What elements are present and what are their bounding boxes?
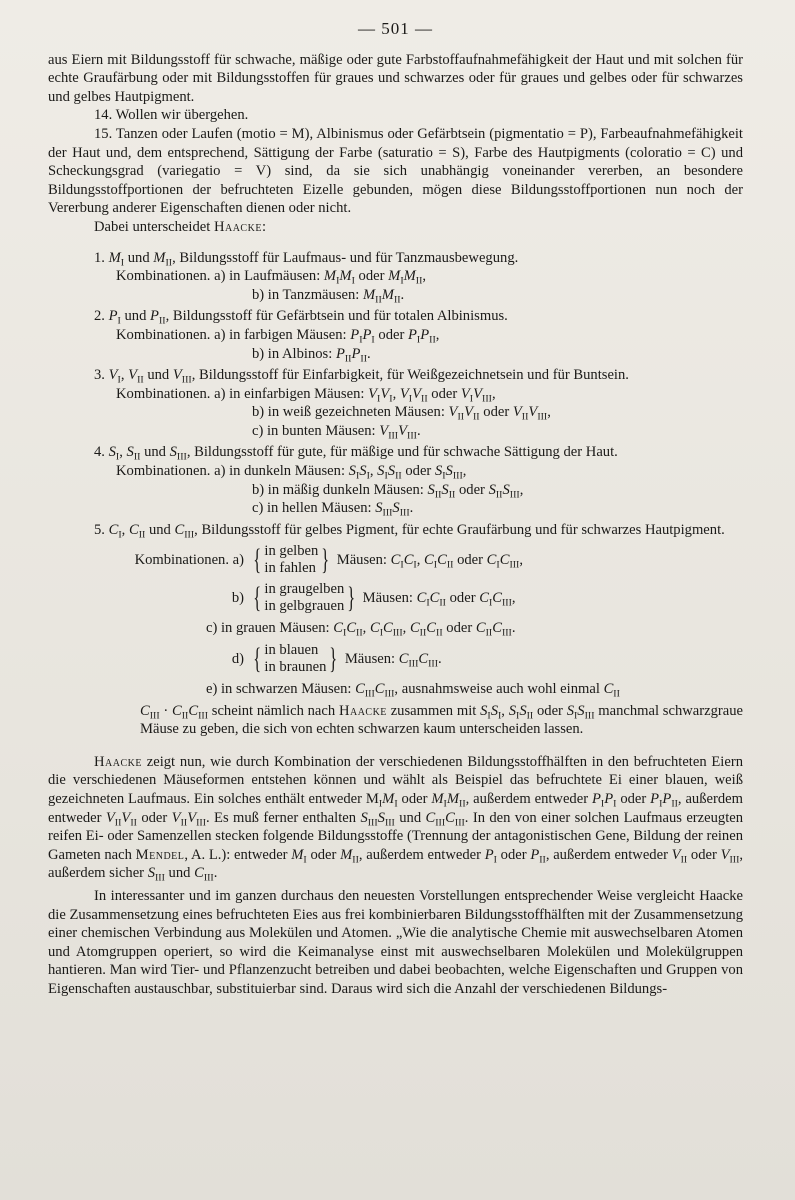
list-item-5: 5. $C_I$, $C_{II}$ und $C_{III}$, Bildungsstoff für gelbes Pigment, für echte Graufärbung und für schwarzes Hautpigment. xyxy=(94,521,725,541)
list-item-3: 3. $V_I$, $V_{II}$ und $V_{III}$, Bildungsstoff für Einfarbigkeit, für Weißgezeichnetsein und für Buntsein. Kombinationen. a) in einfarbigen Mäusen: $V_IV_I$, $V_IV_{II}$ oder $V_IV_{III}$, b) in weiß gezeichneten Mäusen: $V_{II}V_{II}$ oder $V_{II}V_{III}$, c) in bunten Mäusen: $V_{III}V_{III}$. xyxy=(94,367,629,442)
combination-5d: d) { in blauen in braunen } Mäusen: $C_{III}C_{III}$. xyxy=(231,642,442,676)
combination-5e: e) in schwarzen Mäusen: $C_{III}C_{III}$, ausnahmsweise auch wohl einmal $C_{II}$ xyxy=(206,681,620,700)
combination-5c: c) in grauen Mäusen: $C_IC_{II}$, $C_IC_{III}$, $C_{II}C_{II}$ oder $C_{II}C_{III}$. xyxy=(206,620,516,639)
combination-5b: b) { in graugelben in gelbgrauen } Mäusen: $C_IC_{II}$ oder $C_IC_{III}$, xyxy=(231,581,516,615)
list-item-1: 1. $M_I$ und $M_{II}$, Bildungsstoff für Laufmaus- und für Tanzmausbewegung. Kombinationen. a) in Laufmäusen: $M_IM_I$ oder $M_IM_{II}$, b) in Tanzmäusen: $M_{II}M_{II}$. xyxy=(94,249,519,306)
combination-5e-continued: $C_{III} \cdot C_{II}C_{III}$ scheint nämlich nach Haacke zusammen mit $S_IS_I$, $S_IS_{II}$ oder $S_IS_{III}$ manchmal schwarzgraue Mäuse zu geben, die sich von echten schwarzen kaum unterscheiden lassen. xyxy=(140,702,744,738)
combination-5a: Kombinationen. a) { in gelben in fahlen } Mäusen: $C_IC_I$, $C_IC_{II}$ oder $C_IC_{III}$, xyxy=(134,543,524,577)
paragraph-haacke: Haacke zeigt nun, wie durch Kombination der verschiedenen Bildungsstoffhälften in den befruchteten Eiern die verschiedenen Mäuseformen entstehen können und wählt als Beispiel das befruchtete Ei einer blauen, weiß gezeichneten Laufmaus. Ein solches enthält entweder $M_IM_I$ oder $M_IM_{II}$, außerdem entweder $P_IP_I$ oder $P_IP_{II}$, außerdem entweder $V_{II}V_{II}$ oder $V_{II}V_{III}$. Es muß ferner enthalten $S_{III}S_{III}$ und $C_{III}C_{III}$. In den von einer solchen Laufmaus erzeugten reifen Ei- oder Samenzellen stecken folgende Bildungsstoffe (Trennung der antagonistischen Gene, Bildung der reinen Gameten nach Mendel, A. L.): entweder $M_I$ oder $M_{II}$, außerdem entweder $P_I$ oder $P_{II}$, außerdem entweder $V_{II}$ oder $V_{III}$, außerdem sicher $S_{III}$ und $C_{III}$. xyxy=(48,753,744,884)
combination-list xyxy=(94,249,743,739)
list-item-4: 4. $S_I$, $S_{II}$ und $S_{III}$, Bildungsstoff für gute, für mäßige und für schwache Sättigung der Haut. Kombinationen. a) in dunkeln Mäusen: $S_IS_I$, $S_IS_{II}$ oder $S_IS_{III}$, b) in mäßig dunkeln Mäusen: $S_{II}S_{II}$ oder $S_{II}S_{III}$, c) in hellen Mäusen: $S_{III}S_{III}$. xyxy=(94,444,618,519)
paragraph-15: 15. Tanzen oder Laufen (motio = M), Albinismus oder Gefärbtsein (pigmentatio = P), Farbeaufnahmefähigkeit der Haut und, dem entsprechend, Sättigung der Farbe (saturatio = S), Farbe des Hautpigments (coloratio = C) und Scheckungsgrad (variegatio = V) sind, da sie sich unabhängig voneinander vererben, an besondere Bildungsstoffportionen der befruchteten Eizelle gebunden, mögen diese Bildungsstoffportionen nun noch der Vererbung anderer Eigenschaften dienen oder nicht. xyxy=(48,125,743,217)
paragraph-top: aus Eiern mit Bildungsstoff für schwache, mäßige oder gute Farbstoffaufnahmefähigkeit der Haut und mit solchen für echte Graufärbung oder mit Bildungsstoffen für graues und schwarzes oder für graues und gelbes oder für schwarzes und gelbes Hautpigment. xyxy=(48,51,743,105)
page-number: — 501 — xyxy=(358,19,433,38)
paragraph-14: 14. Wollen wir übergehen. xyxy=(94,107,249,124)
paragraph-last: In interessanter und im ganzen durchaus den neuesten Vorstellungen entsprechender Weise vergleicht Haacke die Zusammensetzung eines befruchteten Eies aus frei kombinierbaren Bildungsstoffhälften mit der Zusammensetzung einer chemischen Verbindung aus Molekülen und Atomen. „Wie die analytische Chemie mit auswechselbaren Atomen und Atomgruppen operiert, so wird die Keimanalyse einst mit auswechselbaren Molekülen und Molekülgruppen hantieren. Man wird Tier- und Pflanzenzucht betreiben und dabei beobachten, welche Eigenschaften und Gruppen von Eigenschaften austauschbar, substituierbar sind. Daraus wird sich die Anzahl der verschiedenen Bildungs- xyxy=(48,887,743,997)
list-item-2: 2. $P_I$ und $P_{II}$, Bildungsstoff für Gefärbtsein und für totalen Albinismus. Kombinationen. a) in farbigen Mäusen: $P_IP_I$ oder $P_IP_{II}$, b) in Albinos: $P_{II}P_{II}$. xyxy=(94,308,508,364)
paragraph-15-intro: Dabei unterscheidet Haacke: xyxy=(94,218,266,235)
